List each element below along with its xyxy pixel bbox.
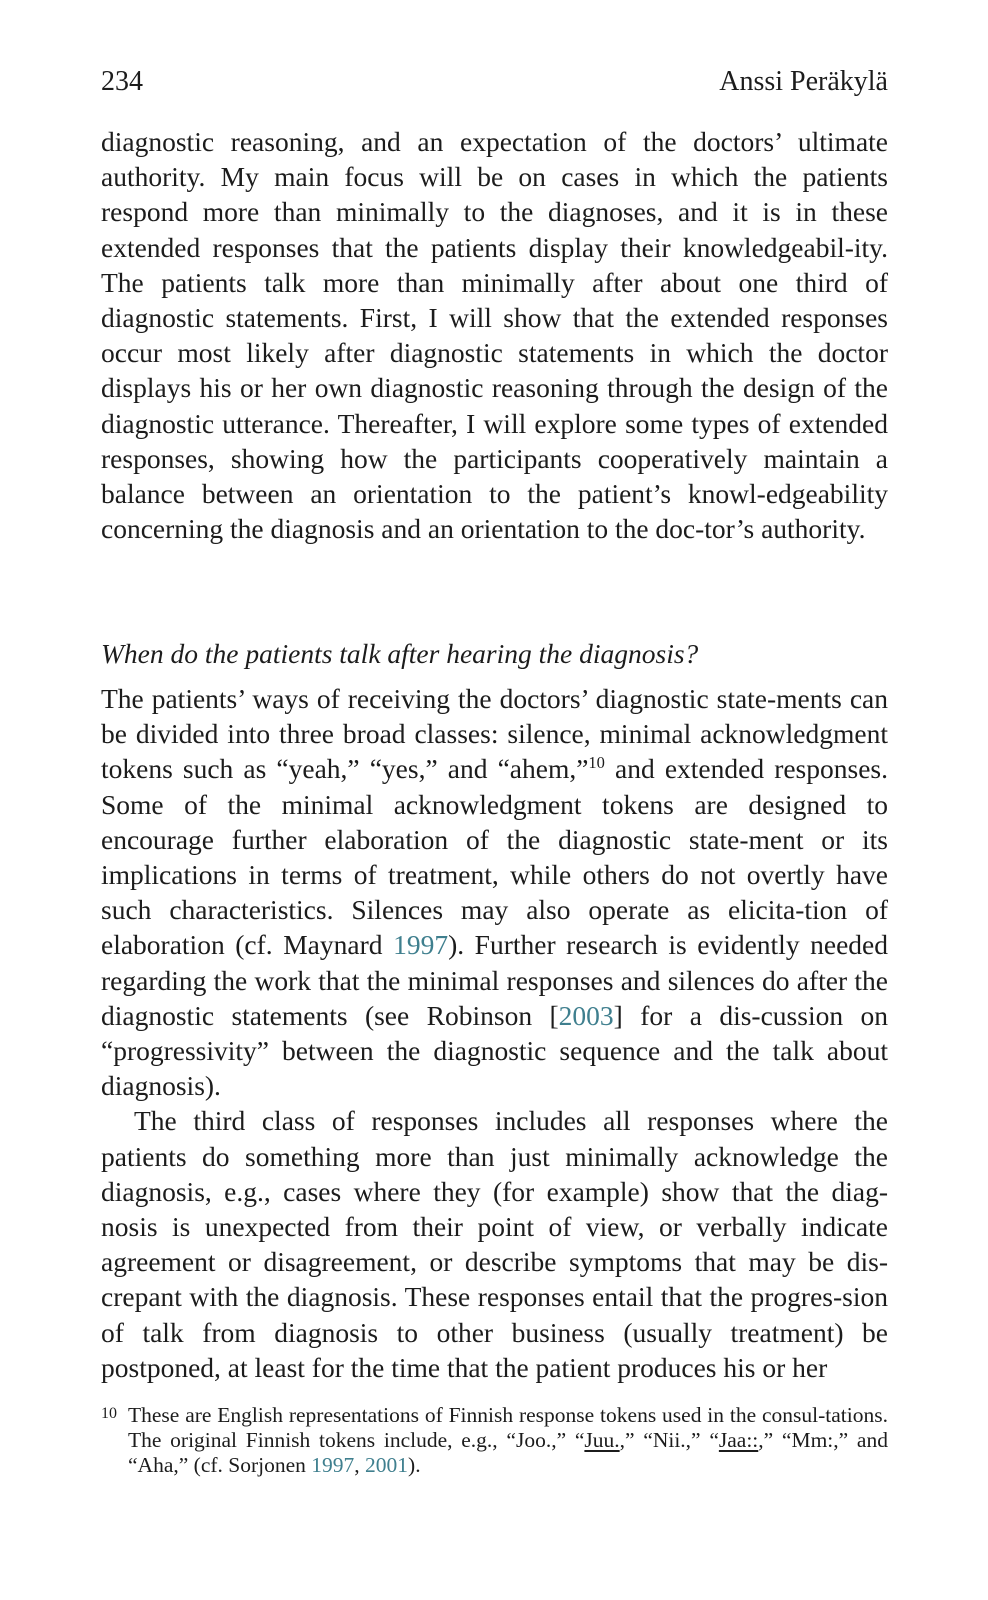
body-paragraph-1 [101,124,888,546]
citation-link-maynard-1997[interactable]: 1997 [393,929,449,961]
citation-link-sorjonen-2001[interactable]: 2001 [365,1453,409,1477]
section-heading: When do the patients talk after hearing the diagnosis? [101,638,699,669]
token-juu: Juu. [584,1428,620,1452]
footnote-marker[interactable]: 10 [588,753,605,773]
page-number: 234 [101,66,143,97]
paragraph-2-text-4: ] for a dis-cussion on “progressivity” between the diagnostic sequence and the talk about diagnosis). [101,999,888,1102]
footnote-10 [101,1403,888,1478]
running-author: Anssi Peräkylä [719,66,888,97]
paragraph-2-text-1: The patients’ ways of receiving the doctors’ diagnostic state-ments can be divided into three broad classes: silence, minimal acknowledgment tokens such as “yeah,” “yes,” and “ahem,” [101,683,888,785]
paragraph-text: diagnostic reasoning, and an expectation of the doctors’ ultimate authority. My main focus will be on cases in which the patients respond more than minimally to the diagnoses, and it is in these extended responses that the patients display their knowledgeabil-ity. The patients talk more than minimally after about one third of diagnostic statements. First, I will show that the extended responses occur most likely after diagnostic statements in which the doctor displays his or her own diagnostic reasoning through the design of the diagnostic utterance. Thereafter, I will explore some types of extended responses, showing how the participants cooperatively maintain a balance between an orientation to the patient’s knowl-edgeability concerning the diagnosis and an orientation to the doc-tor’s authority. [101,126,888,545]
footnote-text-1: These are English representations of Finnish response tokens used in the consul-tations. The original Finnish tokens include, e.g., “Joo.,” “ [128,1403,888,1452]
footnote-text-2: ,” “Nii.,” “ [619,1428,719,1452]
body-section [101,681,888,1385]
running-header [101,62,888,102]
token-jaa: Jaa:: [718,1428,759,1452]
footnote-text-4: ). [408,1453,421,1477]
paragraph-2-text-2: and extended responses. Some of the minimal acknowledgment tokens are designed to encourage further elaboration of the diagnostic state-ment or its implications in terms of treatment, while others do not overtly have such characteristics. Silences may also operate as elicita-tion of elaboration (cf. Maynard [101,753,888,961]
citation-link-sorjonen-1997[interactable]: 1997 [311,1453,355,1477]
footnote-text-3: ,” “Mm:,” and “Aha,” (cf. Sorjonen [128,1428,888,1477]
body-paragraph-2 [101,681,888,1103]
body-paragraph-3: The third class of responses includes all responses where the patients do something more than just minimally acknowledge the diagnosis, e.g., cases where they (for example) show that the diag-nosis is unexpected from their point of view, or verbally indicate agreement or disagreement, or describe symptoms that may be dis-crepant with the diagnosis. These responses entail that the progres-sion of talk from diagnosis to other business (usually treatment) be postponed, at least for the time that the patient produces his or her [101,1105,888,1383]
footnote-text [128,1403,888,1478]
citation-link-robinson-2003[interactable]: 2003 [558,999,614,1031]
paragraph-2-text-3: ). Further research is evidently needed regarding the work that the minimal responses and silences do after the diagnostic statements (see Robinson [ [101,929,888,1031]
citation-separator: , [354,1453,366,1477]
footnote-number: 10 [101,1405,117,1422]
